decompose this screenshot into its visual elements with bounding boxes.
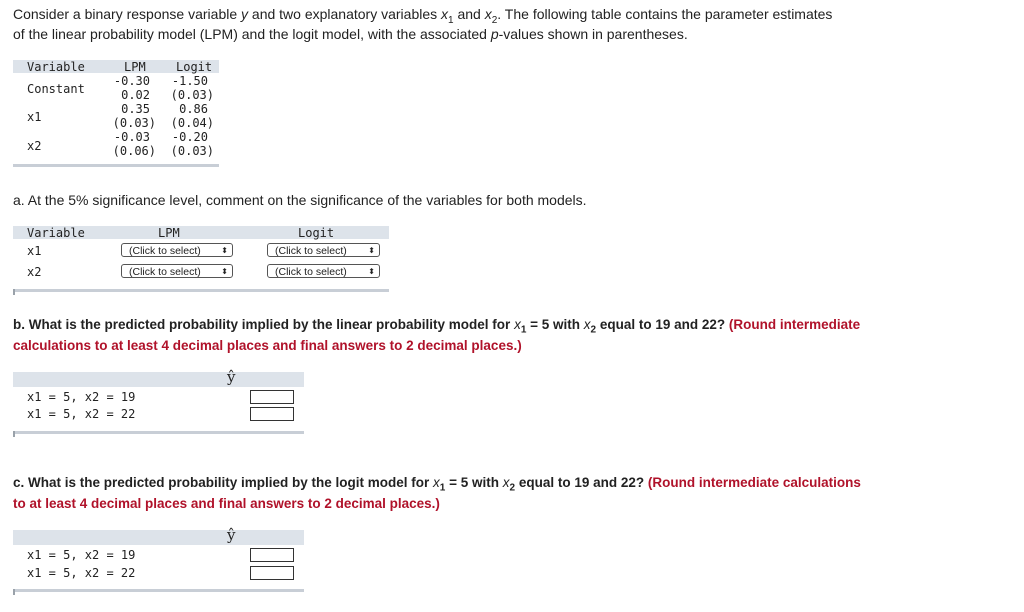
intro-text: and [453, 6, 485, 22]
var-x1: x [441, 6, 449, 22]
select-label: (Click to select) [275, 266, 347, 278]
col-header-lpm: LPM [158, 226, 180, 240]
sub-2: 2 [509, 482, 516, 494]
sub-1: 1 [448, 14, 454, 26]
row-label-x1: x1 [27, 244, 42, 258]
rounding-note: (Round intermediate calculations [647, 475, 861, 490]
sub-2: 2 [590, 324, 597, 336]
intro-text: . The following table contains the parameter estimates [497, 6, 833, 22]
cell-value: -0.03 [113, 130, 150, 144]
select-label: (Click to select) [129, 245, 201, 257]
select-arrow-icon: ⬍ [368, 267, 375, 276]
var-x2: x [583, 317, 591, 332]
cell-value: (0.03) [112, 116, 156, 130]
rule-tick [13, 289, 15, 295]
row-label-x1: x1 [27, 110, 42, 124]
select-label: (Click to select) [275, 245, 347, 257]
table-bottom-rule [13, 431, 304, 434]
rule-tick [13, 431, 15, 437]
select-arrow-icon: ⬍ [221, 267, 228, 276]
row-label-x2: x2 [27, 265, 42, 279]
y-hat-header: ŷ [227, 368, 236, 386]
row-label-constant: Constant [27, 82, 85, 96]
cell-value: (0.03) [170, 88, 214, 102]
question-text: = 5 with [526, 317, 584, 332]
part-b-rounding-note: calculations to at least 4 decimal places and final answers to 2 decimal places.) [13, 338, 522, 353]
sub-1: 1 [520, 324, 527, 336]
question-text: b. What is the predicted probability implied by the linear probability model for [13, 317, 515, 332]
var-x1: x [433, 475, 440, 490]
col-header-logit: Logit [176, 60, 213, 74]
cell-value: (0.06) [112, 144, 156, 158]
question-text: equal to 19 and 22? [515, 475, 648, 490]
var-p: p [490, 26, 499, 42]
cell-value: 0.35 [121, 102, 150, 116]
col-header-logit: Logit [298, 226, 335, 240]
answer-input-x2-19[interactable] [250, 548, 294, 562]
col-header-variable: Variable [27, 60, 85, 74]
answer-input-x2-22[interactable] [250, 566, 294, 580]
col-header-lpm: LPM [124, 60, 146, 74]
table-bottom-rule [13, 589, 304, 592]
answer-input-x2-22[interactable] [250, 407, 294, 421]
row-label: x1 = 5, x2 = 22 [27, 566, 136, 580]
select-label: (Click to select) [129, 266, 201, 278]
row-label: x1 = 5, x2 = 19 [27, 390, 136, 404]
table-bottom-rule [13, 164, 219, 167]
answer-input-x2-19[interactable] [250, 390, 294, 404]
col-header-variable: Variable [27, 226, 85, 240]
var-y: y [241, 6, 249, 22]
row-label: x1 = 5, x2 = 19 [27, 548, 136, 562]
part-c-rounding-note: to at least 4 decimal places and final answers to 2 decimal places.) [13, 496, 440, 511]
intro-text: and two explanatory variables [248, 6, 442, 22]
question-text: = 5 with [445, 475, 503, 490]
intro-line-2 [13, 24, 1003, 44]
row-label-x2: x2 [27, 139, 42, 153]
var-x2: x [484, 6, 492, 22]
cell-value: (0.04) [170, 116, 214, 130]
intro-text: of the linear probability model (LPM) and the logit model, with the associated [13, 26, 491, 42]
var-x1: x [514, 317, 521, 332]
part-a-question: a. At the 5% significance level, comment on the significance of the variables for both models. [13, 192, 587, 208]
var-x2: x [502, 475, 510, 490]
sub-2: 2 [491, 14, 498, 26]
intro-text: -values shown in parentheses. [498, 26, 688, 42]
row-label: x1 = 5, x2 = 22 [27, 407, 136, 421]
select-arrow-icon: ⬍ [368, 246, 375, 255]
table-header-bar [13, 372, 304, 387]
cell-value: -1.50 [171, 74, 208, 88]
table-header-bar [13, 530, 304, 545]
rounding-note: (Round intermediate [728, 317, 861, 332]
question-text: equal to 19 and 22? [596, 317, 729, 332]
cell-value: (0.03) [170, 144, 214, 158]
cell-value: 0.02 [121, 88, 150, 102]
cell-value: 0.86 [179, 102, 208, 116]
table-bottom-rule [13, 289, 389, 292]
cell-value: -0.20 [171, 130, 208, 144]
intro-text: Consider a binary response variable [13, 6, 242, 22]
logit-x2-select[interactable] [267, 264, 380, 278]
question-text: c. What is the predicted probability implied by the logit model for [13, 475, 434, 490]
logit-x1-select[interactable] [267, 243, 380, 257]
select-arrow-icon: ⬍ [221, 246, 228, 255]
lpm-x2-select[interactable] [121, 264, 233, 278]
cell-value: -0.30 [113, 74, 150, 88]
y-hat-header: ŷ [227, 526, 236, 544]
rule-tick [13, 589, 15, 595]
lpm-x1-select[interactable] [121, 243, 233, 257]
sub-1: 1 [439, 482, 446, 494]
